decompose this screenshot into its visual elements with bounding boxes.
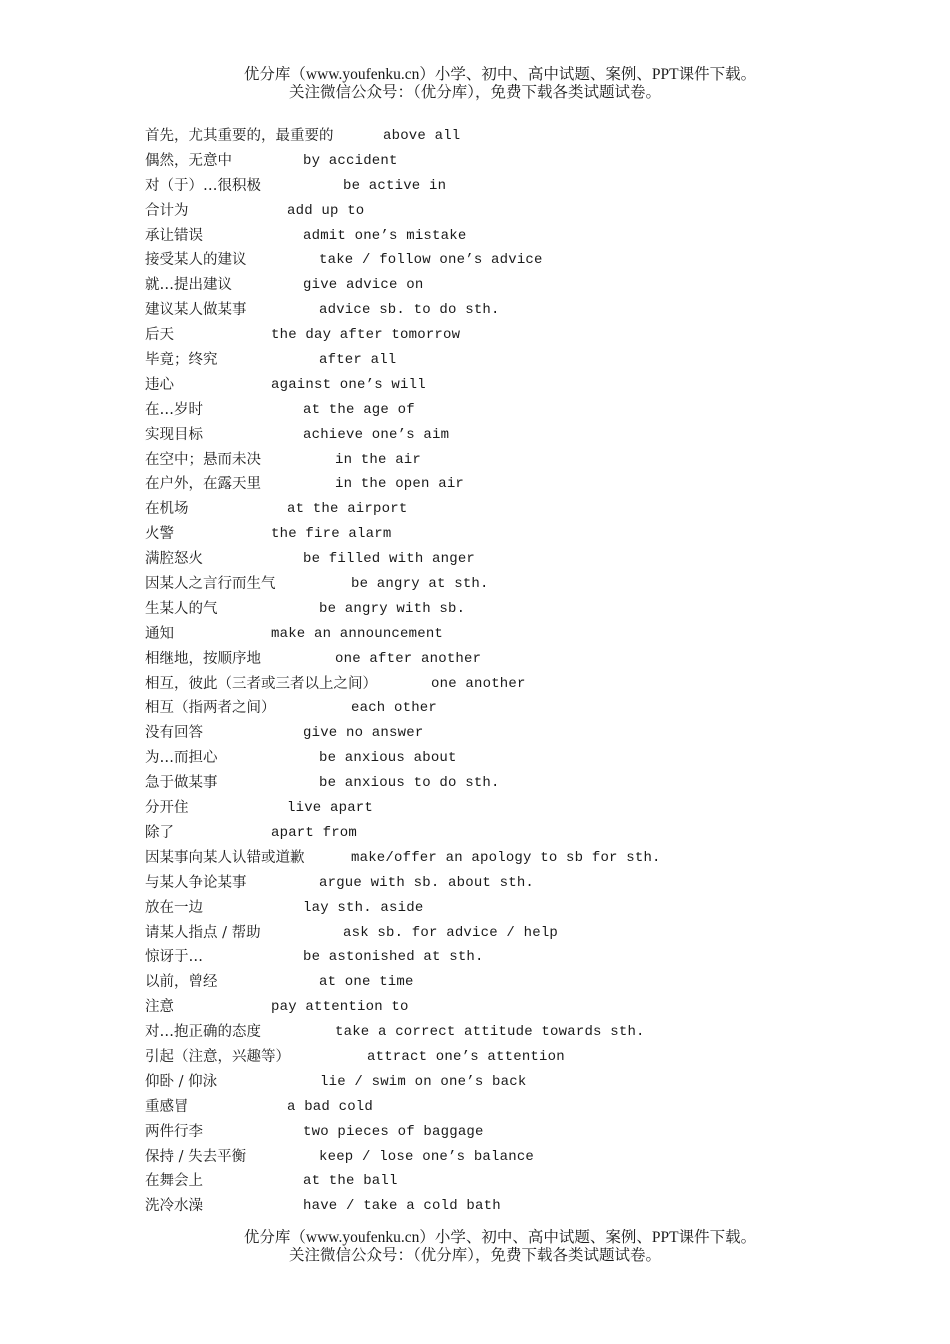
- phrase-entry: [145, 896, 905, 921]
- phrase-entry: [145, 497, 905, 522]
- phrase-entry: [145, 945, 905, 970]
- phrase-entry: [145, 771, 905, 796]
- phrase-english: above all: [383, 128, 461, 144]
- phrase-entry: [145, 273, 905, 298]
- phrase-english: one another: [431, 675, 526, 692]
- phrase-entry: [145, 696, 905, 721]
- phrase-entry: [145, 547, 905, 572]
- phrase-english: be angry at sth.: [351, 576, 489, 593]
- phrase-english: by accident: [303, 152, 398, 169]
- phrase-chinese: 引起（注意，兴趣等）: [145, 1048, 290, 1065]
- phrase-english: in the air: [335, 451, 422, 468]
- phrase-chinese: 保持 / 失去平衡: [145, 1148, 247, 1165]
- phrase-chinese: 后天: [145, 327, 174, 344]
- phrase-english: be filled with anger: [303, 551, 476, 568]
- phrase-english: be anxious to do sth.: [319, 775, 500, 792]
- phrase-entry: [145, 448, 905, 473]
- phrase-english: after all: [319, 352, 397, 369]
- phrase-english: each other: [351, 700, 438, 717]
- phrase-english: at one time: [319, 974, 414, 991]
- phrase-english: at the age of: [303, 401, 415, 418]
- phrase-english: live apart: [287, 800, 374, 817]
- phrase-entry: [145, 821, 905, 846]
- phrase-entry: [145, 1120, 905, 1145]
- phrase-entry: [145, 746, 905, 771]
- phrase-english: have / take a cold bath: [303, 1198, 501, 1215]
- phrase-entry: [145, 124, 905, 149]
- phrase-chinese: 惊讶于…: [145, 949, 203, 966]
- phrase-chinese: 以前，曾经: [145, 974, 218, 991]
- phrase-english: take / follow one’s advice: [319, 252, 543, 269]
- phrase-english: admit one’s mistake: [303, 227, 467, 244]
- phrase-entry: [145, 174, 905, 199]
- phrase-chinese: 两件行李: [145, 1123, 203, 1140]
- phrase-entry: [145, 921, 905, 946]
- phrase-chinese: 对…抱正确的态度: [145, 1024, 261, 1041]
- phrase-chinese: 相互，彼此（三者或三者以上之间）: [145, 675, 377, 692]
- phrase-chinese: 在舞会上: [145, 1173, 203, 1190]
- phrase-chinese: 违心: [145, 376, 174, 393]
- phrase-entry: [145, 796, 905, 821]
- phrase-english: at the ball: [303, 1173, 398, 1190]
- phrase-english: ask sb. for advice / help: [343, 924, 559, 941]
- phrase-english: against one’s will: [271, 376, 426, 393]
- phrase-chinese: 通知: [145, 625, 174, 642]
- phrase-entry: [145, 970, 905, 995]
- phrase-chinese: 合计为: [145, 202, 189, 219]
- phrase-chinese: 在…岁时: [145, 401, 203, 418]
- phrase-chinese: 首先，尤其重要的，最重要的: [145, 128, 334, 144]
- header-line-2: 关注微信公众号：（优分库），免费下载各类试题试卷。: [288, 84, 661, 101]
- phrase-english: advice sb. to do sth.: [319, 302, 500, 319]
- page-header: [0, 66, 950, 102]
- phrase-chinese: 相继地，按顺序地: [145, 650, 261, 667]
- phrase-chinese: 建议某人做某事: [145, 302, 247, 319]
- phrase-entry: [145, 149, 905, 174]
- phrase-chinese: 满腔怒火: [145, 551, 203, 568]
- phrase-chinese: 分开住: [145, 800, 189, 817]
- phrase-english: be anxious about: [319, 750, 457, 767]
- phrase-entry: [145, 672, 905, 697]
- phrase-entry: [145, 622, 905, 647]
- phrase-entry: [145, 1194, 905, 1219]
- phrase-english: be astonished at sth.: [303, 949, 484, 966]
- phrase-entry: [145, 522, 905, 547]
- phrase-entry: [145, 1045, 905, 1070]
- phrase-entry: [145, 1095, 905, 1120]
- phrase-chinese: 毕竟；终究: [145, 352, 218, 369]
- phrase-english: give no answer: [303, 725, 424, 742]
- phrase-chinese: 没有回答: [145, 725, 203, 742]
- phrase-entry: [145, 995, 905, 1020]
- phrase-english: take a correct attitude towards sth.: [335, 1024, 645, 1041]
- phrase-chinese: 与某人争论某事: [145, 874, 247, 891]
- phrase-chinese: 注意: [145, 999, 174, 1016]
- phrase-entry: [145, 199, 905, 224]
- phrase-chinese: 除了: [145, 824, 174, 841]
- phrase-chinese: 重感冒: [145, 1098, 189, 1115]
- phrase-entry: [145, 224, 905, 249]
- phrase-chinese: 生某人的气: [145, 600, 218, 617]
- phrase-entry: [145, 721, 905, 746]
- footer-line-2: 关注微信公众号：（优分库），免费下载各类试题试卷。: [288, 1247, 661, 1264]
- phrase-entry: [145, 248, 905, 273]
- phrase-entry: [145, 871, 905, 896]
- phrase-english: a bad cold: [287, 1098, 374, 1115]
- phrase-english: lay sth. aside: [303, 899, 424, 916]
- phrase-chinese: 洗冷水澡: [145, 1198, 203, 1215]
- phrase-english: argue with sb. about sth.: [319, 874, 535, 891]
- phrase-english: one after another: [335, 650, 482, 667]
- phrase-english: in the open air: [335, 476, 465, 493]
- phrase-english: add up to: [287, 202, 365, 219]
- page-footer: [0, 1229, 950, 1265]
- phrase-chinese: 对（于）…很积极: [145, 177, 261, 194]
- phrase-chinese: 相互（指两者之间）: [145, 700, 276, 717]
- phrase-chinese: 因某人之言行而生气: [145, 576, 276, 593]
- phrase-entry: [145, 472, 905, 497]
- phrase-chinese: 因某事向某人认错或道歉: [145, 849, 305, 866]
- phrase-english: at the airport: [287, 501, 408, 518]
- phrase-chinese: 放在一边: [145, 899, 203, 916]
- phrase-chinese: 在空中；悬而未决: [145, 451, 261, 468]
- phrase-list: [145, 124, 905, 1219]
- phrase-entry: [145, 1070, 905, 1095]
- phrase-entry: [145, 1169, 905, 1194]
- phrase-entry: [145, 1020, 905, 1045]
- phrase-entry: [145, 423, 905, 448]
- phrase-chinese: 在机场: [145, 501, 189, 518]
- phrase-english: give advice on: [303, 277, 424, 294]
- phrase-english: the fire alarm: [271, 526, 392, 543]
- phrase-english: achieve one’s aim: [303, 426, 450, 443]
- phrase-chinese: 接受某人的建议: [145, 252, 247, 269]
- phrase-chinese: 承让错误: [145, 227, 203, 244]
- phrase-english: make/offer an apology to sb for sth.: [351, 849, 661, 866]
- phrase-english: lie / swim on one’s back: [320, 1073, 527, 1090]
- phrase-english: be active in: [343, 177, 447, 194]
- phrase-english: attract one’s attention: [367, 1048, 565, 1065]
- phrase-entry: [145, 1145, 905, 1170]
- phrase-english: the day after tomorrow: [271, 327, 461, 344]
- phrase-english: be angry with sb.: [319, 600, 466, 617]
- phrase-chinese: 急于做某事: [145, 775, 218, 792]
- phrase-entry: [145, 298, 905, 323]
- phrase-entry: [145, 597, 905, 622]
- phrase-chinese: 仰卧 / 仰泳: [145, 1073, 218, 1090]
- phrase-english: pay attention to: [271, 999, 409, 1016]
- phrase-entry: [145, 373, 905, 398]
- phrase-english: keep / lose one’s balance: [319, 1148, 535, 1165]
- phrase-english: two pieces of baggage: [303, 1123, 484, 1140]
- phrase-entry: [145, 647, 905, 672]
- phrase-chinese: 火警: [145, 526, 174, 543]
- phrase-chinese: 请某人指点 / 帮助: [145, 924, 261, 941]
- phrase-chinese: 为…而担心: [145, 750, 218, 767]
- phrase-entry: [145, 398, 905, 423]
- phrase-entry: [145, 323, 905, 348]
- phrase-english: apart from: [271, 824, 358, 841]
- phrase-entry: [145, 846, 905, 871]
- phrase-chinese: 实现目标: [145, 426, 203, 443]
- phrase-chinese: 就…提出建议: [145, 277, 232, 294]
- phrase-entry: [145, 572, 905, 597]
- phrase-english: make an announcement: [271, 625, 444, 642]
- footer-line-1: 优分库（www.youfenku.cn）小学、初中、高中试题、案例、PPT课件下载。: [243, 1229, 757, 1246]
- header-line-1: 优分库（www.youfenku.cn）小学、初中、高中试题、案例、PPT课件下载。: [243, 66, 757, 83]
- phrase-entry: [145, 348, 905, 373]
- phrase-chinese: 偶然，无意中: [145, 152, 232, 169]
- phrase-chinese: 在户外，在露天里: [145, 476, 261, 493]
